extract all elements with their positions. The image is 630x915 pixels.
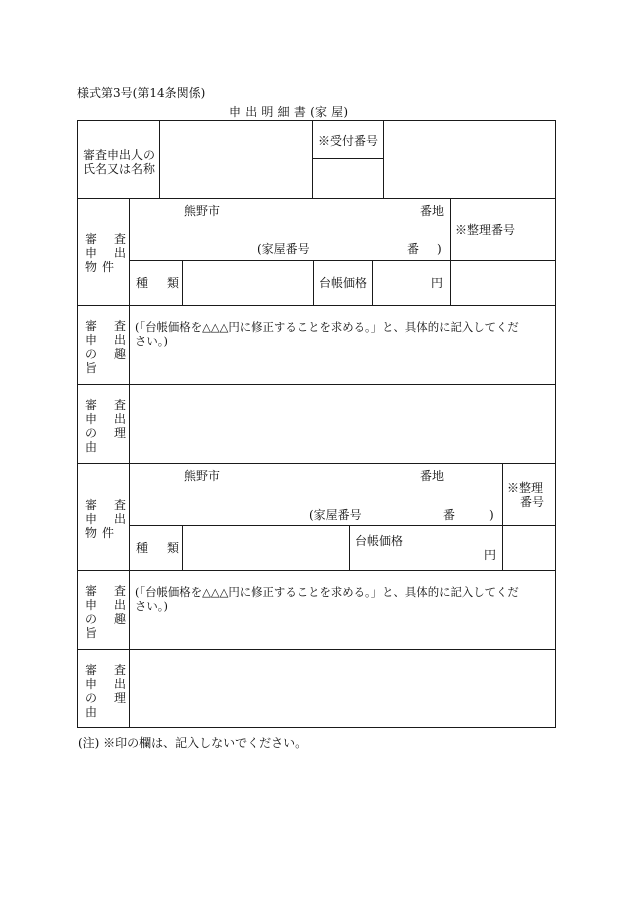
- border-bottom: [77, 727, 556, 728]
- property-1-label-b2: 出: [114, 246, 127, 260]
- reason-1-label-a1: 審: [85, 398, 98, 412]
- property-1-price-label-divider: [313, 260, 314, 306]
- reason-2-label-a2: 査: [114, 663, 127, 677]
- reason-1-label-a2: 査: [114, 398, 127, 412]
- property-1-kind-field[interactable]: [183, 261, 312, 305]
- intent-1-label-b1: 申: [85, 333, 98, 347]
- form-number: 様式第3号(第14条関係): [77, 86, 206, 100]
- property-2-kind-field[interactable]: [183, 526, 348, 570]
- reason-1-label-c2: 理: [114, 426, 127, 440]
- property-1-close-paren: ): [437, 242, 442, 256]
- property-2-lot-label: 番地: [420, 469, 445, 483]
- intent-2-label-b1: 申: [85, 598, 98, 612]
- reception-number-label: ※受付番号: [318, 134, 379, 148]
- applicant-name-field[interactable]: [160, 121, 311, 198]
- property-2-management-number-line2: 番号: [520, 495, 545, 509]
- property-2-label-a1: 審: [85, 498, 98, 512]
- applicant-label-line2: 氏名又は名称: [83, 162, 156, 176]
- property-1-city: 熊野市: [184, 204, 221, 218]
- form-title: 申 出 明 細 書 (家 屋): [229, 105, 349, 119]
- footer-note: (注) ※印の欄は、記入しないでください。: [78, 736, 308, 750]
- intent-1-label-a2: 査: [114, 319, 127, 333]
- reason-2-label-a1: 審: [85, 663, 98, 677]
- intent-2-label-a2: 査: [114, 584, 127, 598]
- intent-2-instruction-line2: さい。): [135, 599, 168, 613]
- property-1-label-c2: 件: [102, 260, 115, 274]
- reason-2-field[interactable]: [130, 650, 555, 727]
- property-2-close-paren: ): [489, 508, 494, 522]
- property-2-label-c1: 物: [85, 526, 98, 540]
- property-1-house-number-label: (家屋番号: [257, 242, 310, 256]
- property-1-label-a1: 審: [85, 232, 98, 246]
- border-left: [77, 120, 78, 728]
- border-top: [77, 120, 556, 121]
- reception-number-field: [313, 159, 383, 198]
- property-1-label-c1: 物: [85, 260, 98, 274]
- reason-2-label-c2: 理: [114, 691, 127, 705]
- intent-1-label-a1: 審: [85, 319, 98, 333]
- label-column-divider: [129, 198, 130, 728]
- application-detail-form: [77, 120, 556, 728]
- property-2-yen: 円: [484, 548, 497, 562]
- property-1-lot-label: 番地: [420, 204, 445, 218]
- reason-1-label-c1: の: [85, 426, 98, 440]
- reason-2-label-b2: 出: [114, 677, 127, 691]
- intent-1-label-d1: 旨: [85, 361, 98, 375]
- reason-1-label-d1: 由: [85, 440, 98, 454]
- reason-2-label-c1: の: [85, 691, 98, 705]
- divider-applicant: [77, 198, 556, 199]
- property-2-kind-label-1: 種: [136, 541, 149, 555]
- property-1-label-b1: 申: [85, 246, 98, 260]
- property-2-house-number-label: (家屋番号: [309, 508, 362, 522]
- property-2-ledger-price-field[interactable]: [350, 526, 501, 570]
- reason-2-label-d1: 由: [85, 705, 98, 719]
- property-2-ledger-price-label: 台帳価格: [355, 534, 404, 548]
- property-2-kind-label-2: 類: [167, 541, 180, 555]
- property-2-label-c2: 件: [102, 526, 115, 540]
- reception-right-divider: [383, 120, 384, 199]
- property-2-management-number-line1: ※整理: [507, 481, 544, 495]
- intent-1-label-c2: 趣: [114, 347, 127, 361]
- property-1-kind-label-2: 類: [167, 276, 180, 290]
- intent-1-instruction-line2: さい。): [135, 334, 168, 348]
- applicant-label-line1: 審査申出人の: [83, 148, 156, 162]
- intent-1-label-c1: の: [85, 347, 98, 361]
- divider-reason-1: [77, 463, 556, 464]
- reason-1-field[interactable]: [130, 385, 555, 463]
- border-right: [555, 120, 556, 728]
- property-1-ledger-price-field[interactable]: [373, 261, 450, 305]
- intent-2-label-a1: 審: [85, 584, 98, 598]
- reason-2-label-b1: 申: [85, 677, 98, 691]
- reason-1-label-b2: 出: [114, 412, 127, 426]
- divider-property-2: [77, 570, 556, 571]
- intent-2-label-c2: 趣: [114, 612, 127, 626]
- reason-1-label-b1: 申: [85, 412, 98, 426]
- intent-2-label-b2: 出: [114, 598, 127, 612]
- property-1-ledger-price-label: 台帳価格: [319, 276, 368, 290]
- property-2-ban: 番: [443, 508, 456, 522]
- property-1-yen: 円: [431, 276, 444, 290]
- intent-1-label-b2: 出: [114, 333, 127, 347]
- intent-2-label-c1: の: [85, 612, 98, 626]
- property-2-label-b2: 出: [114, 512, 127, 526]
- intent-1-instruction-line1: (「台帳価格を△△△円に修正することを求める。」と、具体的に記入してくだ: [135, 320, 519, 334]
- property-1-kind-label-1: 種: [136, 276, 149, 290]
- property-1-ban: 番: [407, 242, 420, 256]
- property-2-label-b1: 申: [85, 512, 98, 526]
- divider-property-1: [77, 305, 556, 306]
- intent-2-instruction-line1: (「台帳価格を△△△円に修正することを求める。」と、具体的に記入してくだ: [135, 585, 519, 599]
- property-2-city: 熊野市: [184, 469, 221, 483]
- intent-2-label-d1: 旨: [85, 626, 98, 640]
- property-2-label-a2: 査: [114, 498, 127, 512]
- property-1-management-divider: [450, 198, 451, 306]
- property-2-management-divider: [502, 463, 503, 571]
- property-1-label-a2: 査: [114, 232, 127, 246]
- property-1-management-number-label: ※整理番号: [455, 223, 516, 237]
